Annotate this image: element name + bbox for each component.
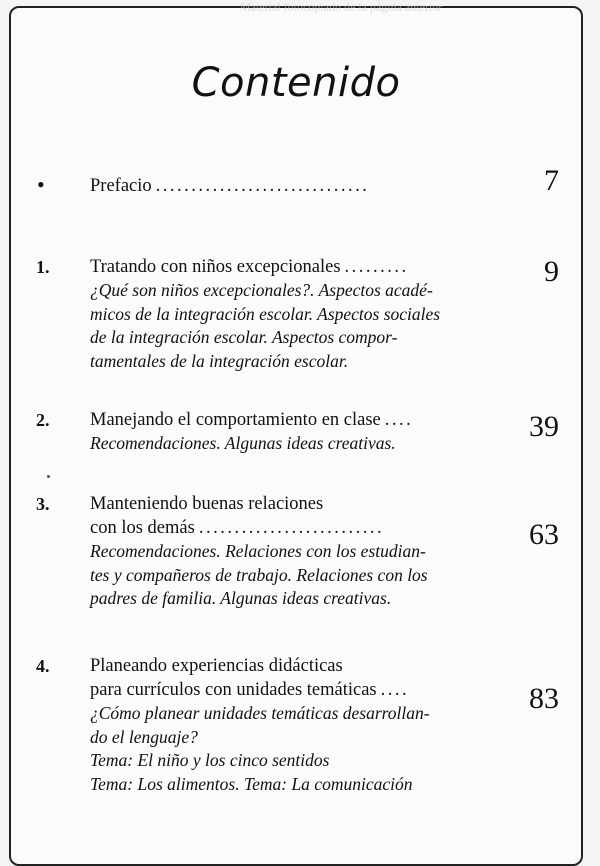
toc-heading-line [90,255,522,279]
print-speck [47,475,50,478]
toc-subtopic-line: Recomendaciones. Relaciones con los estudian- [90,541,426,561]
toc-heading-line [90,492,522,516]
toc-heading: Manteniendo buenas relaciones [90,494,324,514]
chapter-number: 2. [36,410,50,430]
toc-subtopic-line: padres de familia. Algunas ideas creativas. [90,588,392,608]
toc-heading: Tratando con niños excepcionales [90,257,341,277]
toc-heading-line [90,654,522,678]
toc-subtopic-line: tamentales de la integración escolar. [90,350,349,371]
toc-heading-continued: con los demás [90,518,195,538]
toc-subtopic-line: micos de la integración escolar. Aspectos sociales [90,303,441,324]
chapter-number: 1. [36,257,50,277]
chapter-number: 3. [36,494,50,514]
toc-subtopic-line: Tema: Los alimentos. Tema: La comunicación [90,773,413,794]
toc-page-number: 7 [544,164,559,197]
dot-leader: .... [384,410,414,430]
toc-heading: Manejando el comportamiento en clase [90,410,381,430]
toc-heading-line [90,516,522,540]
toc-page-number: 9 [544,255,559,288]
toc-entry-body [90,654,522,796]
bullet-marker: • [37,172,45,197]
dot-leader: .......................... [198,518,385,538]
toc-subtopic-line: de la integración escolar. Aspectos compor- [90,327,398,347]
toc-subtopic-line: ¿Qué son niños excepcionales?. Aspectos acadé- [90,280,433,300]
toc-subtopic-line: tes y compañeros de trabajo. Relaciones con los [90,564,428,585]
toc-subtopic-line: Tema: El niño y los cinco sentidos [90,750,330,770]
dot-leader: .... [380,680,410,700]
toc-subtopic-line: Recomendaciones. Algunas ideas creativas. [90,433,396,453]
toc-entry-body [90,492,522,611]
chapter-number: 4. [36,656,50,676]
toc-heading-line [90,408,522,432]
toc-entry-body [90,255,522,373]
toc-heading-line [90,174,510,198]
book-page [9,6,583,866]
toc-entry-body [90,408,522,456]
dot-leader: .............................. [155,176,370,196]
toc-heading: Prefacio [90,176,152,196]
toc-heading-continued: para currículos con unidades temáticas [90,680,377,700]
page-title: Contenido [191,60,401,106]
toc-heading: Planeando experiencias didácticas [90,656,343,676]
bleed-through-text: Material fotocopiado de la página anterior [240,0,443,14]
toc-heading-line [90,678,522,702]
toc-subtopic-line: ¿Cómo planear unidades temáticas desarrollan- [90,703,430,723]
toc-page-number: 63 [529,518,559,551]
toc-entry-body [90,174,510,198]
toc-subtopic-line: do el lenguaje? [90,726,198,747]
dot-leader: ......... [344,257,409,277]
toc-page-number: 39 [529,410,559,443]
toc-page-number: 83 [529,682,559,715]
